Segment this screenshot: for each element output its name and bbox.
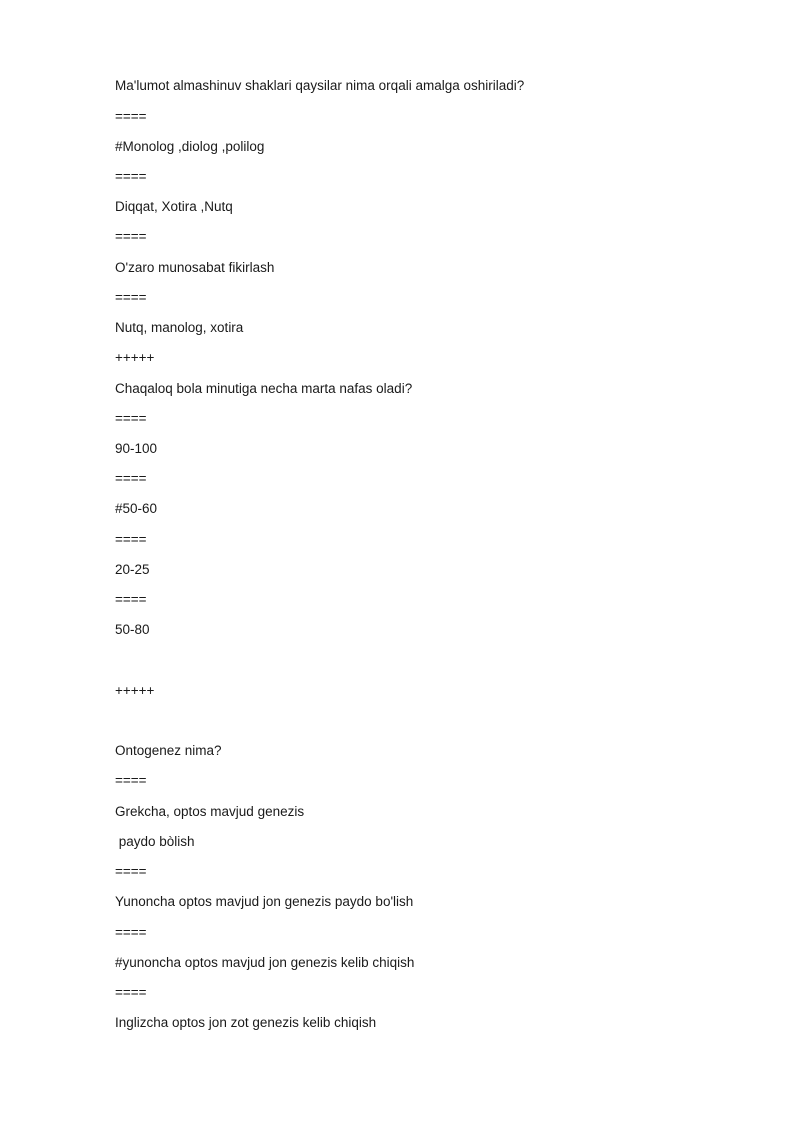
question-2: Chaqaloq bola minutiga necha marta nafas oladi? [115, 381, 413, 396]
separator: ==== [115, 592, 147, 607]
answer-3-4: Inglizcha optos jon zot genezis kelib chiqish [115, 1015, 377, 1030]
question-3: Ontogenez nima? [115, 743, 222, 758]
separator: ==== [115, 925, 147, 940]
answer-3-2: Yunoncha optos mavjud jon genezis paydo bo'lish [115, 894, 414, 909]
answer-2-3: 20-25 [115, 562, 150, 577]
separator: ==== [115, 229, 147, 244]
separator: ==== [115, 985, 147, 1000]
separator: ==== [115, 532, 147, 547]
separator: ==== [115, 411, 147, 426]
separator: ==== [115, 109, 147, 124]
separator: ==== [115, 864, 147, 879]
answer-1-1: #Monolog ,diolog ,polilog [115, 139, 265, 154]
separator: ==== [115, 290, 147, 305]
question-divider: +++++ [115, 683, 155, 698]
separator: ==== [115, 471, 147, 486]
separator: ==== [115, 773, 147, 788]
answer-3-1-cont: paydo bòlish [115, 834, 195, 849]
answer-2-2: #50-60 [115, 501, 158, 516]
answer-1-2: Diqqat, Xotira ,Nutq [115, 199, 233, 214]
question-1: Ma'lumot almashinuv shaklari qaysilar nima orqali amalga oshiriladi? [115, 78, 525, 93]
answer-2-4: 50-80 [115, 622, 150, 637]
answer-3-3: #yunoncha optos mavjud jon genezis kelib chiqish [115, 955, 415, 970]
answer-2-1: 90-100 [115, 441, 158, 456]
answer-1-4: Nutq, manolog, xotira [115, 320, 244, 335]
answer-1-3: O'zaro munosabat fikirlash [115, 260, 275, 275]
question-divider: +++++ [115, 350, 155, 365]
answer-3-1: Grekcha, optos mavjud genezis [115, 804, 305, 819]
separator: ==== [115, 169, 147, 184]
